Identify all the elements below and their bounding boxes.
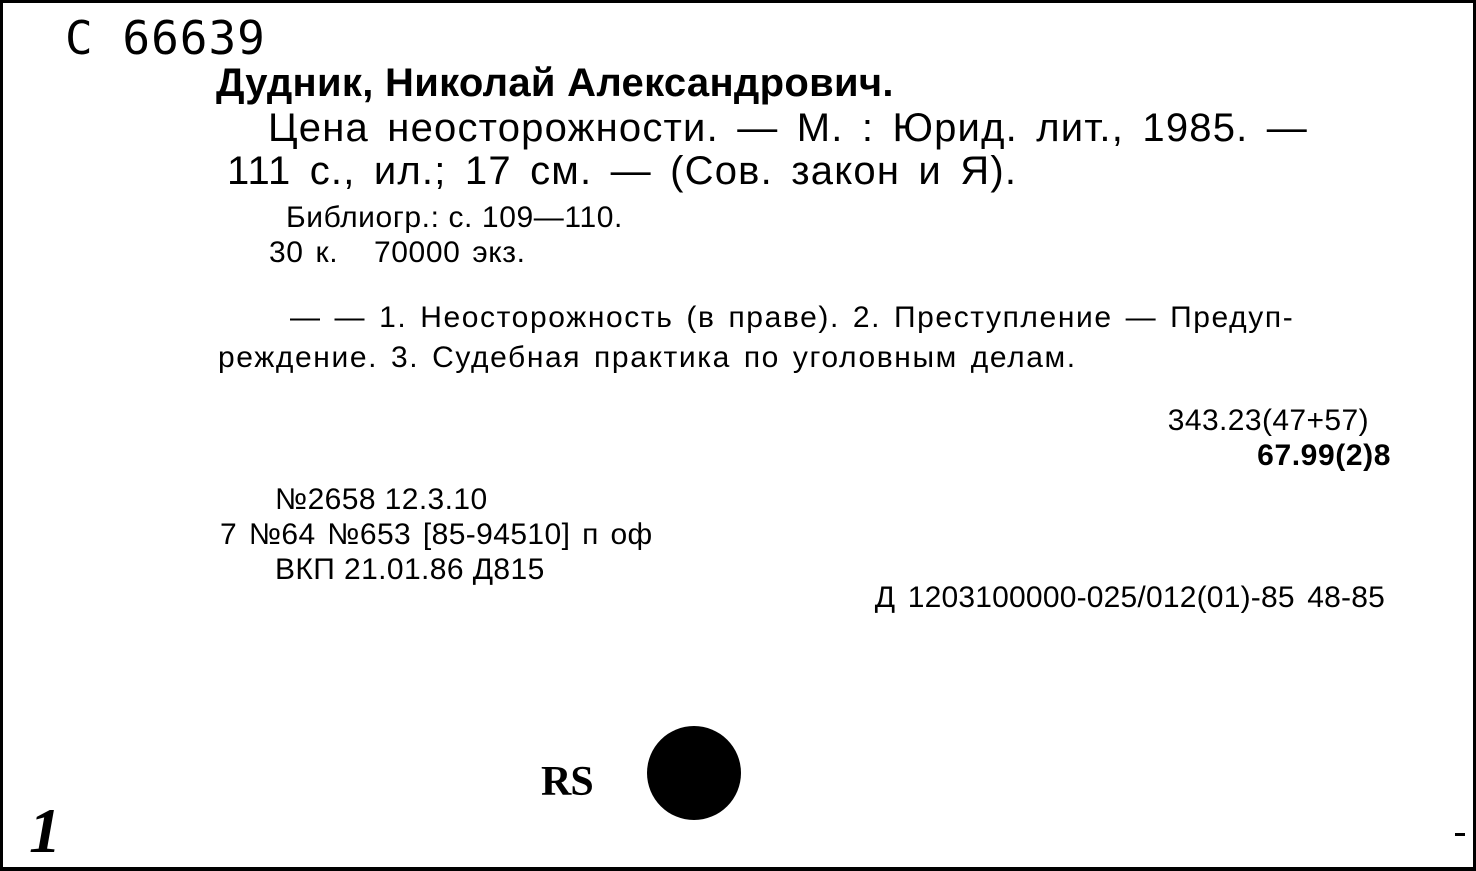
rs-stamp-label: RS (541, 759, 593, 805)
bibliography-note: Библиогр.: с. 109—110. (286, 201, 623, 234)
title-line-2: 111 с., ил.; 17 см. — (Сов. закон и Я). (227, 149, 1018, 193)
udc-code: 343.23(47+57) (1167, 404, 1369, 437)
shelfmark: С 66639 (65, 11, 266, 65)
author-heading: Дудник, Николай Александрович. (216, 61, 894, 105)
title-line-1: Цена неосторожности. — М. : Юрид. лит., 1985. — (268, 106, 1308, 150)
price-and-print-run: 30 к. 70000 экз. (269, 236, 526, 269)
subjects-line-1: — — 1. Неосторожность (в праве). 2. Преступление — Предуп- (290, 301, 1295, 334)
edge-dash-mark (1455, 833, 1465, 836)
publisher-code: Д 1203100000-025/012(01)-85 48-85 (874, 581, 1385, 614)
subjects-line-2: реждение. 3. Судебная практика по уголовным делам. (218, 341, 1077, 374)
handwritten-corner-mark: 1 (29, 795, 61, 866)
registration-line-1: №2658 12.3.10 (275, 483, 488, 516)
bbk-code: 67.99(2)8 (1257, 439, 1391, 472)
filled-circle-mark (647, 726, 741, 820)
registration-line-2: 7 №64 №653 [85-94510] п оф (220, 518, 653, 551)
registration-line-3: ВКП 21.01.86 Д815 (275, 553, 545, 586)
